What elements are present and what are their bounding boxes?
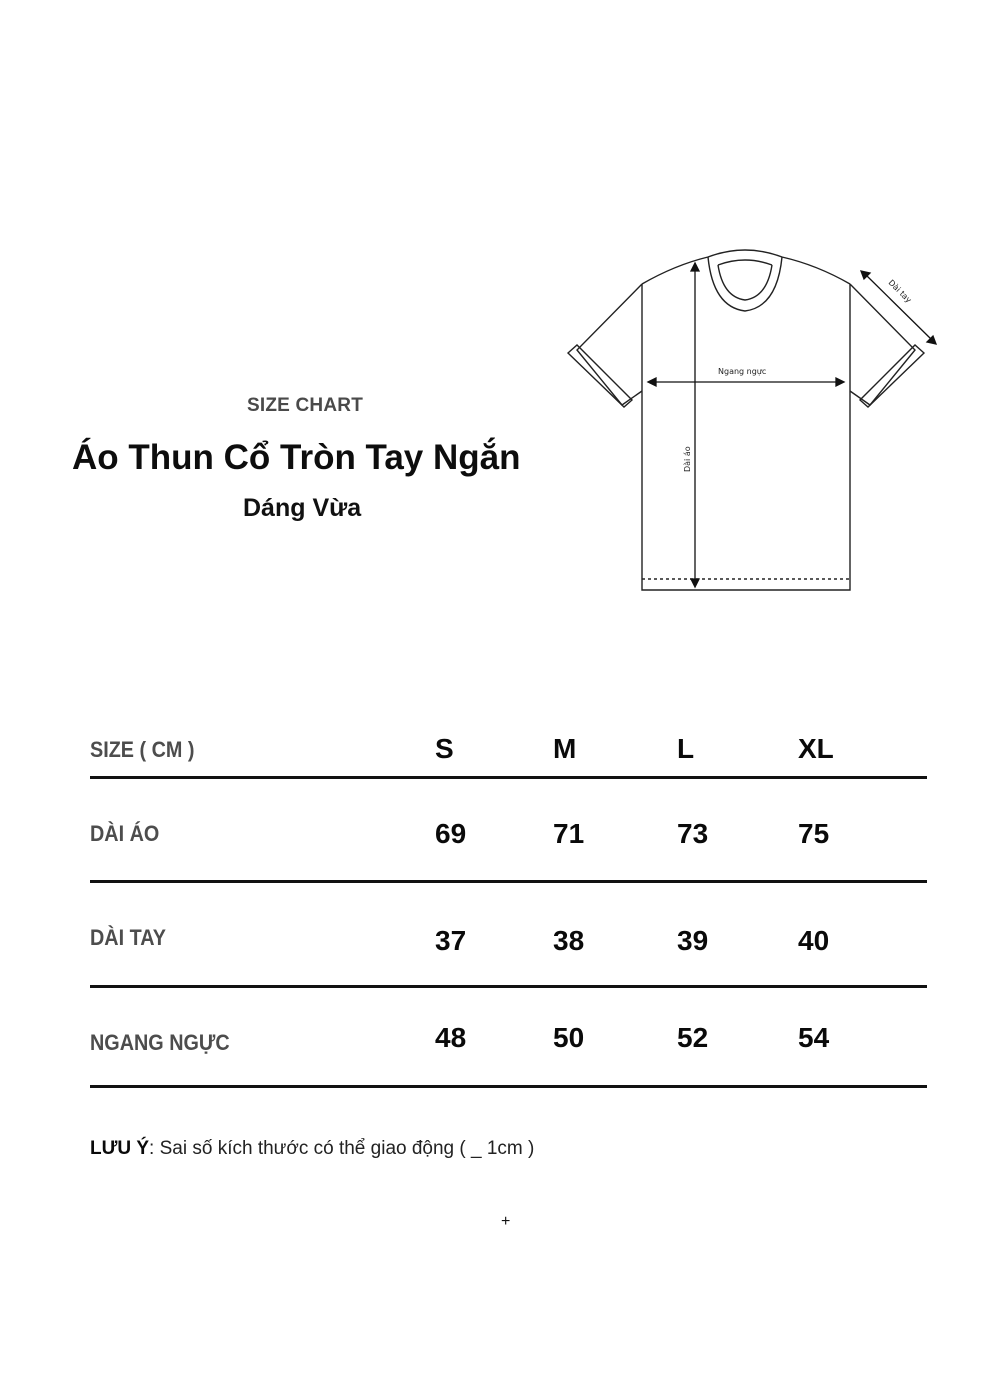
- size-header-l: L: [677, 733, 695, 764]
- note-text: : Sai số kích thước có thể giao động ( _ 1cm ): [149, 1138, 535, 1159]
- row-label: DÀI TAY: [90, 925, 166, 950]
- cell-value: 52: [677, 1022, 709, 1053]
- tolerance-note: [90, 1138, 534, 1160]
- cell-value: 37: [435, 925, 467, 956]
- size-header-s: S: [435, 733, 454, 764]
- product-fit-subtitle: Dáng Vừa: [243, 494, 362, 522]
- cell-value: 73: [677, 818, 709, 849]
- size-unit-header: SIZE ( CM ): [90, 737, 195, 762]
- tshirt-outline-icon: [555, 235, 955, 600]
- table-divider: [90, 880, 927, 883]
- body-length-label: Dài áo: [683, 446, 692, 472]
- note-prefix: LƯU Ý: [90, 1138, 150, 1159]
- sleeve-length-label: Dài tay: [886, 278, 914, 305]
- size-header-m: M: [553, 733, 577, 764]
- size-chart-label: SIZE CHART: [247, 395, 363, 416]
- cell-value: 69: [435, 818, 467, 849]
- size-header-xl: XL: [798, 733, 834, 764]
- cell-value: 38: [553, 925, 585, 956]
- row-label: DÀI ÁO: [90, 821, 160, 846]
- tshirt-measurement-diagram: [555, 235, 955, 600]
- product-title: Áo Thun Cổ Tròn Tay Ngắn: [72, 438, 521, 477]
- cell-value: 48: [435, 1022, 467, 1053]
- table-divider: [90, 1085, 927, 1088]
- table-divider: [90, 776, 927, 779]
- table-divider: [90, 985, 927, 988]
- cell-value: 50: [553, 1022, 585, 1053]
- cell-value: 54: [798, 1022, 830, 1053]
- cell-value: 75: [798, 818, 830, 849]
- row-label: NGANG NGỰC: [90, 1030, 230, 1055]
- cell-value: 71: [553, 818, 585, 849]
- cell-value: 40: [798, 925, 830, 956]
- plus-mark: +: [501, 1213, 511, 1230]
- cell-value: 39: [677, 925, 709, 956]
- chest-label: Ngang ngực: [718, 367, 767, 376]
